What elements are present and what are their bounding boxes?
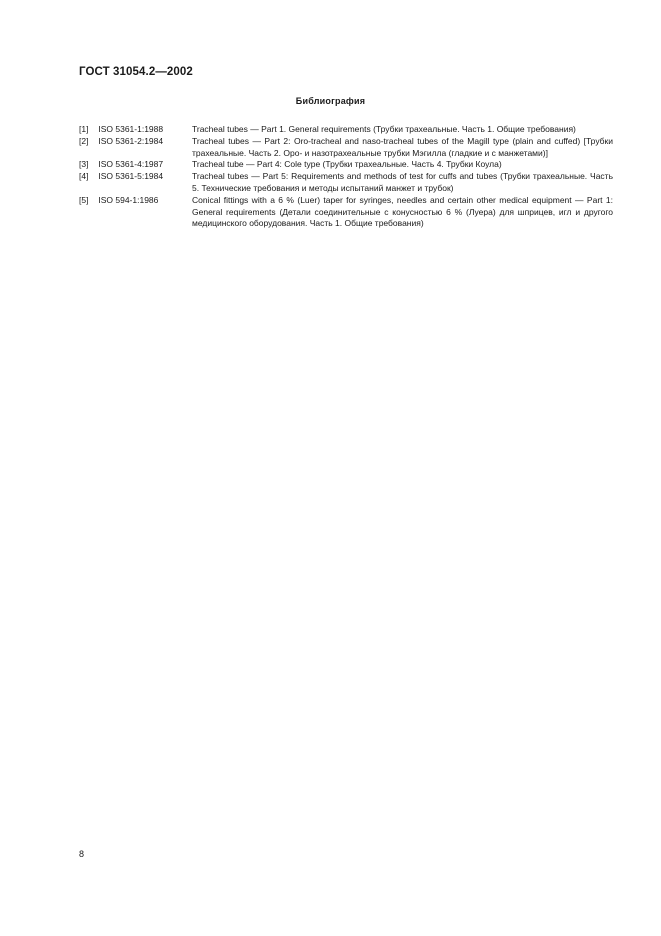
entry-standard: ISO 594-1:1986 xyxy=(98,194,159,205)
document-header: ГОСТ 31054.2—2002 xyxy=(79,66,193,78)
entry-reference xyxy=(79,195,192,230)
entry-title: Tracheal tube — Part 4: Cole type (Трубки трахеальные. Часть 4. Трубки Коула) xyxy=(192,159,502,170)
bibliography-list xyxy=(79,124,613,230)
entry-standard: ISO 5361-4:1987 xyxy=(98,159,164,170)
bibliography-entry-2 xyxy=(79,136,613,160)
entry-reference xyxy=(79,159,192,171)
entry-number: [4] xyxy=(79,171,89,182)
bibliography-entry-4 xyxy=(79,171,613,195)
entry-standard: ISO 5361-5:1984 xyxy=(98,171,164,182)
bibliography-title: Библиография xyxy=(295,96,366,106)
entry-standard: ISO 5361-1:1988 xyxy=(98,124,164,134)
bibliography-entry-1 xyxy=(79,124,613,136)
entry-reference xyxy=(79,171,192,195)
entry-number: [5] xyxy=(79,194,89,205)
entry-standard: ISO 5361-2:1984 xyxy=(98,135,164,146)
bibliography-entry-5 xyxy=(79,195,613,230)
entry-number: [1] xyxy=(79,124,89,134)
entry-title: Tracheal tubes — Part 2: Oro-tracheal and naso-tracheal tubes of the Magill type (plain and cuffed) [Трубки трахеальные. Часть 2. Оро- и назотрахеальные трубки Мэгилла (гладкие и с манжетами)] xyxy=(192,135,613,158)
entry-title: Conical fittings with a 6 % (Luer) taper for syringes, needles and certain other medical equipment — Part 1: General requirements (Детали соединительные с конусностью 6 % (Луера) для шприцев, игл и другого медицинского оборудования. Часть 1. Общие требования) xyxy=(192,194,613,229)
bibliography-entry-3 xyxy=(79,159,613,171)
entry-number: [2] xyxy=(79,135,89,146)
entry-reference xyxy=(79,124,192,136)
entry-title: Tracheal tubes — Part 5: Requirements and methods of test for cuffs and tubes (Трубки трахеальные. Часть 5. Технические требования и методы испытаний манжет и трубок) xyxy=(192,171,613,193)
page-number: 8 xyxy=(79,849,85,859)
entry-number: [3] xyxy=(79,159,89,170)
entry-title: Tracheal tubes — Part 1. General requirements (Трубки трахеальные. Часть 1. Общие требования) xyxy=(192,124,576,134)
entry-reference xyxy=(79,136,192,160)
